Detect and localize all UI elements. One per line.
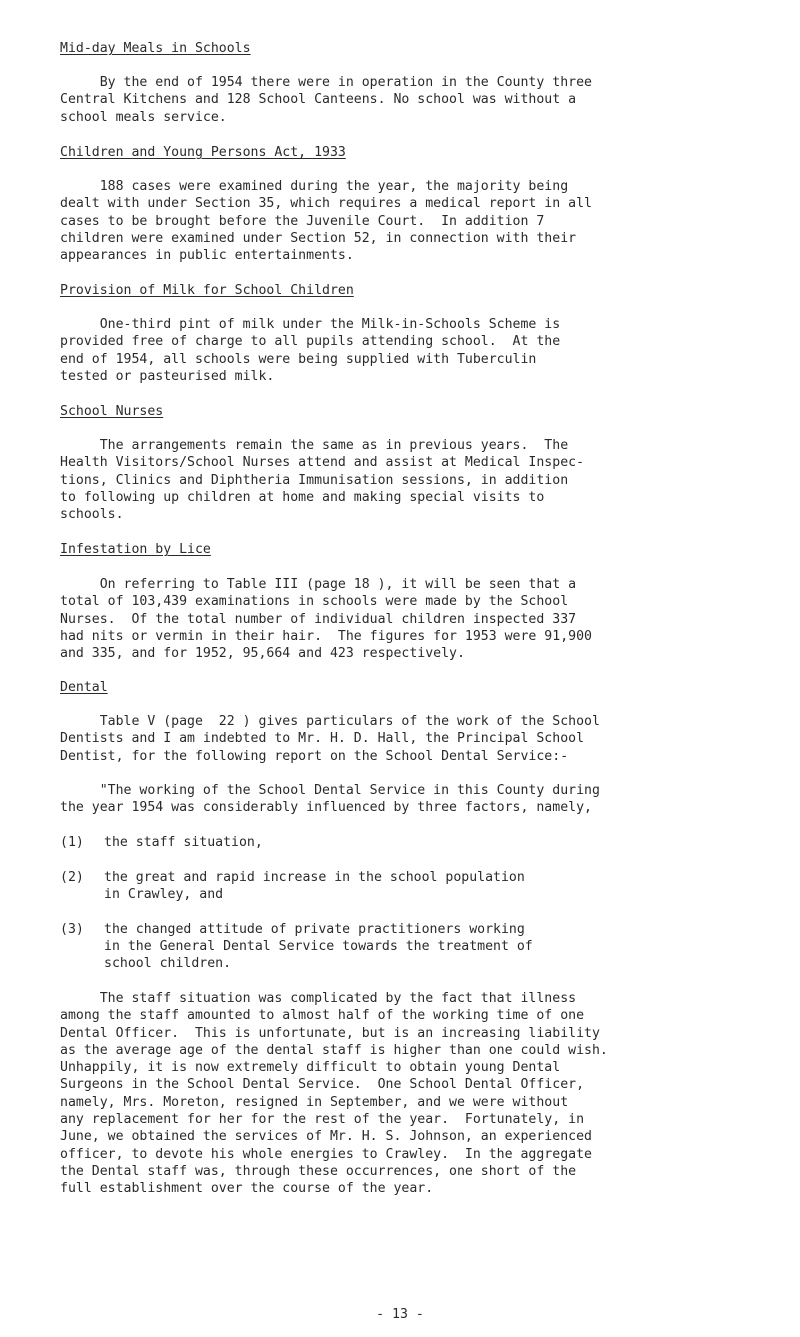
text-line: dealt with under Section 35, which requires a medical report in all <box>60 196 592 212</box>
factor-number: (3) <box>60 922 84 937</box>
paragraph-school-nurses <box>60 437 760 523</box>
text-line: and 335, and for 1952, 95,664 and 423 respectively. <box>60 646 465 662</box>
text-line: Central Kitchens and 128 School Canteens. No school was without a <box>60 92 577 108</box>
text-line: tested or pasteurised milk. <box>60 368 275 384</box>
paragraph-mid-day-meals <box>60 74 760 126</box>
factor-text: school children. <box>104 956 232 971</box>
text-line: "The working of the School Dental Service in this County during <box>60 783 600 798</box>
text-line: among the staff amounted to almost half of the working time of one <box>60 1008 585 1024</box>
text-line: the year 1954 was considerably influenced by three factors, namely, <box>60 800 592 816</box>
text-line: namely, Mrs. Moreton, resigned in September, and we were without <box>60 1094 569 1110</box>
factor-number: (2) <box>60 870 84 885</box>
heading-school-nurses: School Nurses <box>60 404 164 419</box>
text-line: By the end of 1954 there were in operation in the County three <box>60 75 592 90</box>
text-line: children were examined under Section 52, in connection with their <box>60 230 577 246</box>
text-line: full establishment over the course of the year. <box>60 1181 434 1197</box>
text-line: Dentists and I am indebted to Mr. H. D. Hall, the Principal School <box>60 731 585 747</box>
text-line: Dentist, for the following report on the School Dental Service:- <box>60 748 569 764</box>
text-line: The arrangements remain the same as in previous years. The <box>60 438 569 453</box>
text-line: Surgeons in the School Dental Service. One School Dental Officer, <box>60 1077 585 1093</box>
text-line: officer, to devote his whole energies to Crawley. In the aggregate <box>60 1146 592 1162</box>
text-line: One-third pint of milk under the Milk-in-Schools Scheme is <box>60 317 561 332</box>
text-line: June, we obtained the services of Mr. H. S. Johnson, an experienced <box>60 1129 592 1145</box>
text-line: appearances in public entertainments. <box>60 248 354 264</box>
text-line: any replacement for her for the rest of the year. Fortunately, in <box>60 1112 585 1128</box>
factor-number: (1) <box>60 835 84 850</box>
factor-text: in Crawley, and <box>104 887 224 902</box>
text-line: school meals service. <box>60 109 227 125</box>
paragraph-dental-quote <box>60 782 760 817</box>
text-line: to following up children at home and making special visits to <box>60 489 545 505</box>
text-line: the Dental staff was, through these occurrences, one short of the <box>60 1163 577 1179</box>
text-line: tions, Clinics and Diphtheria Immunisation sessions, in addition <box>60 472 569 488</box>
factor-text: the changed attitude of private practitioners working <box>104 922 525 937</box>
text-line: schools. <box>60 507 124 523</box>
paragraph-infestation-by-lice <box>60 576 760 662</box>
text-line: 188 cases were examined during the year, the majority being <box>60 179 569 194</box>
page-number: - 13 - <box>376 1307 424 1322</box>
text-line: The staff situation was complicated by the fact that illness <box>60 991 577 1006</box>
text-line: had nits or vermin in their hair. The figures for 1953 were 91,900 <box>60 628 592 644</box>
text-line: Health Visitors/School Nurses attend and assist at Medical Inspec- <box>60 455 585 471</box>
paragraph-provision-of-milk <box>60 316 760 385</box>
text-line: Unhappily, it is now extremely difficult to obtain young Dental <box>60 1060 561 1076</box>
text-line: as the average age of the dental staff is higher than one could wish. <box>60 1042 608 1058</box>
paragraph-dental-staff-situation <box>60 990 760 1198</box>
factor-text: in the General Dental Service towards the treatment of <box>104 939 533 954</box>
factor-text: the staff situation, <box>104 835 263 850</box>
paragraph-children-young-persons-act <box>60 178 760 264</box>
text-line: Table V (page 22 ) gives particulars of the work of the School <box>60 714 600 729</box>
text-line: Dental Officer. This is unfortunate, but is an increasing liability <box>60 1025 600 1041</box>
factor-text: the great and rapid increase in the school population <box>104 870 525 885</box>
text-line: total of 103,439 examinations in schools were made by the School <box>60 594 569 610</box>
text-line: cases to be brought before the Juvenile Court. In addition 7 <box>60 213 545 229</box>
heading-dental: Dental <box>60 680 108 695</box>
text-line: Nurses. Of the total number of individual children inspected 337 <box>60 611 577 627</box>
text-line: provided free of charge to all pupils attending school. At the <box>60 334 561 350</box>
heading-provision-of-milk: Provision of Milk for School Children <box>60 283 354 298</box>
text-line: On referring to Table III (page 18 ), it will be seen that a <box>60 577 577 592</box>
heading-children-young-persons-act: Children and Young Persons Act, 1933 <box>60 145 346 160</box>
heading-infestation-by-lice: Infestation by Lice <box>60 542 211 557</box>
text-line: end of 1954, all schools were being supplied with Tuberculin <box>60 351 537 367</box>
heading-mid-day-meals: Mid-day Meals in Schools <box>60 41 251 56</box>
paragraph-dental-intro <box>60 713 760 765</box>
